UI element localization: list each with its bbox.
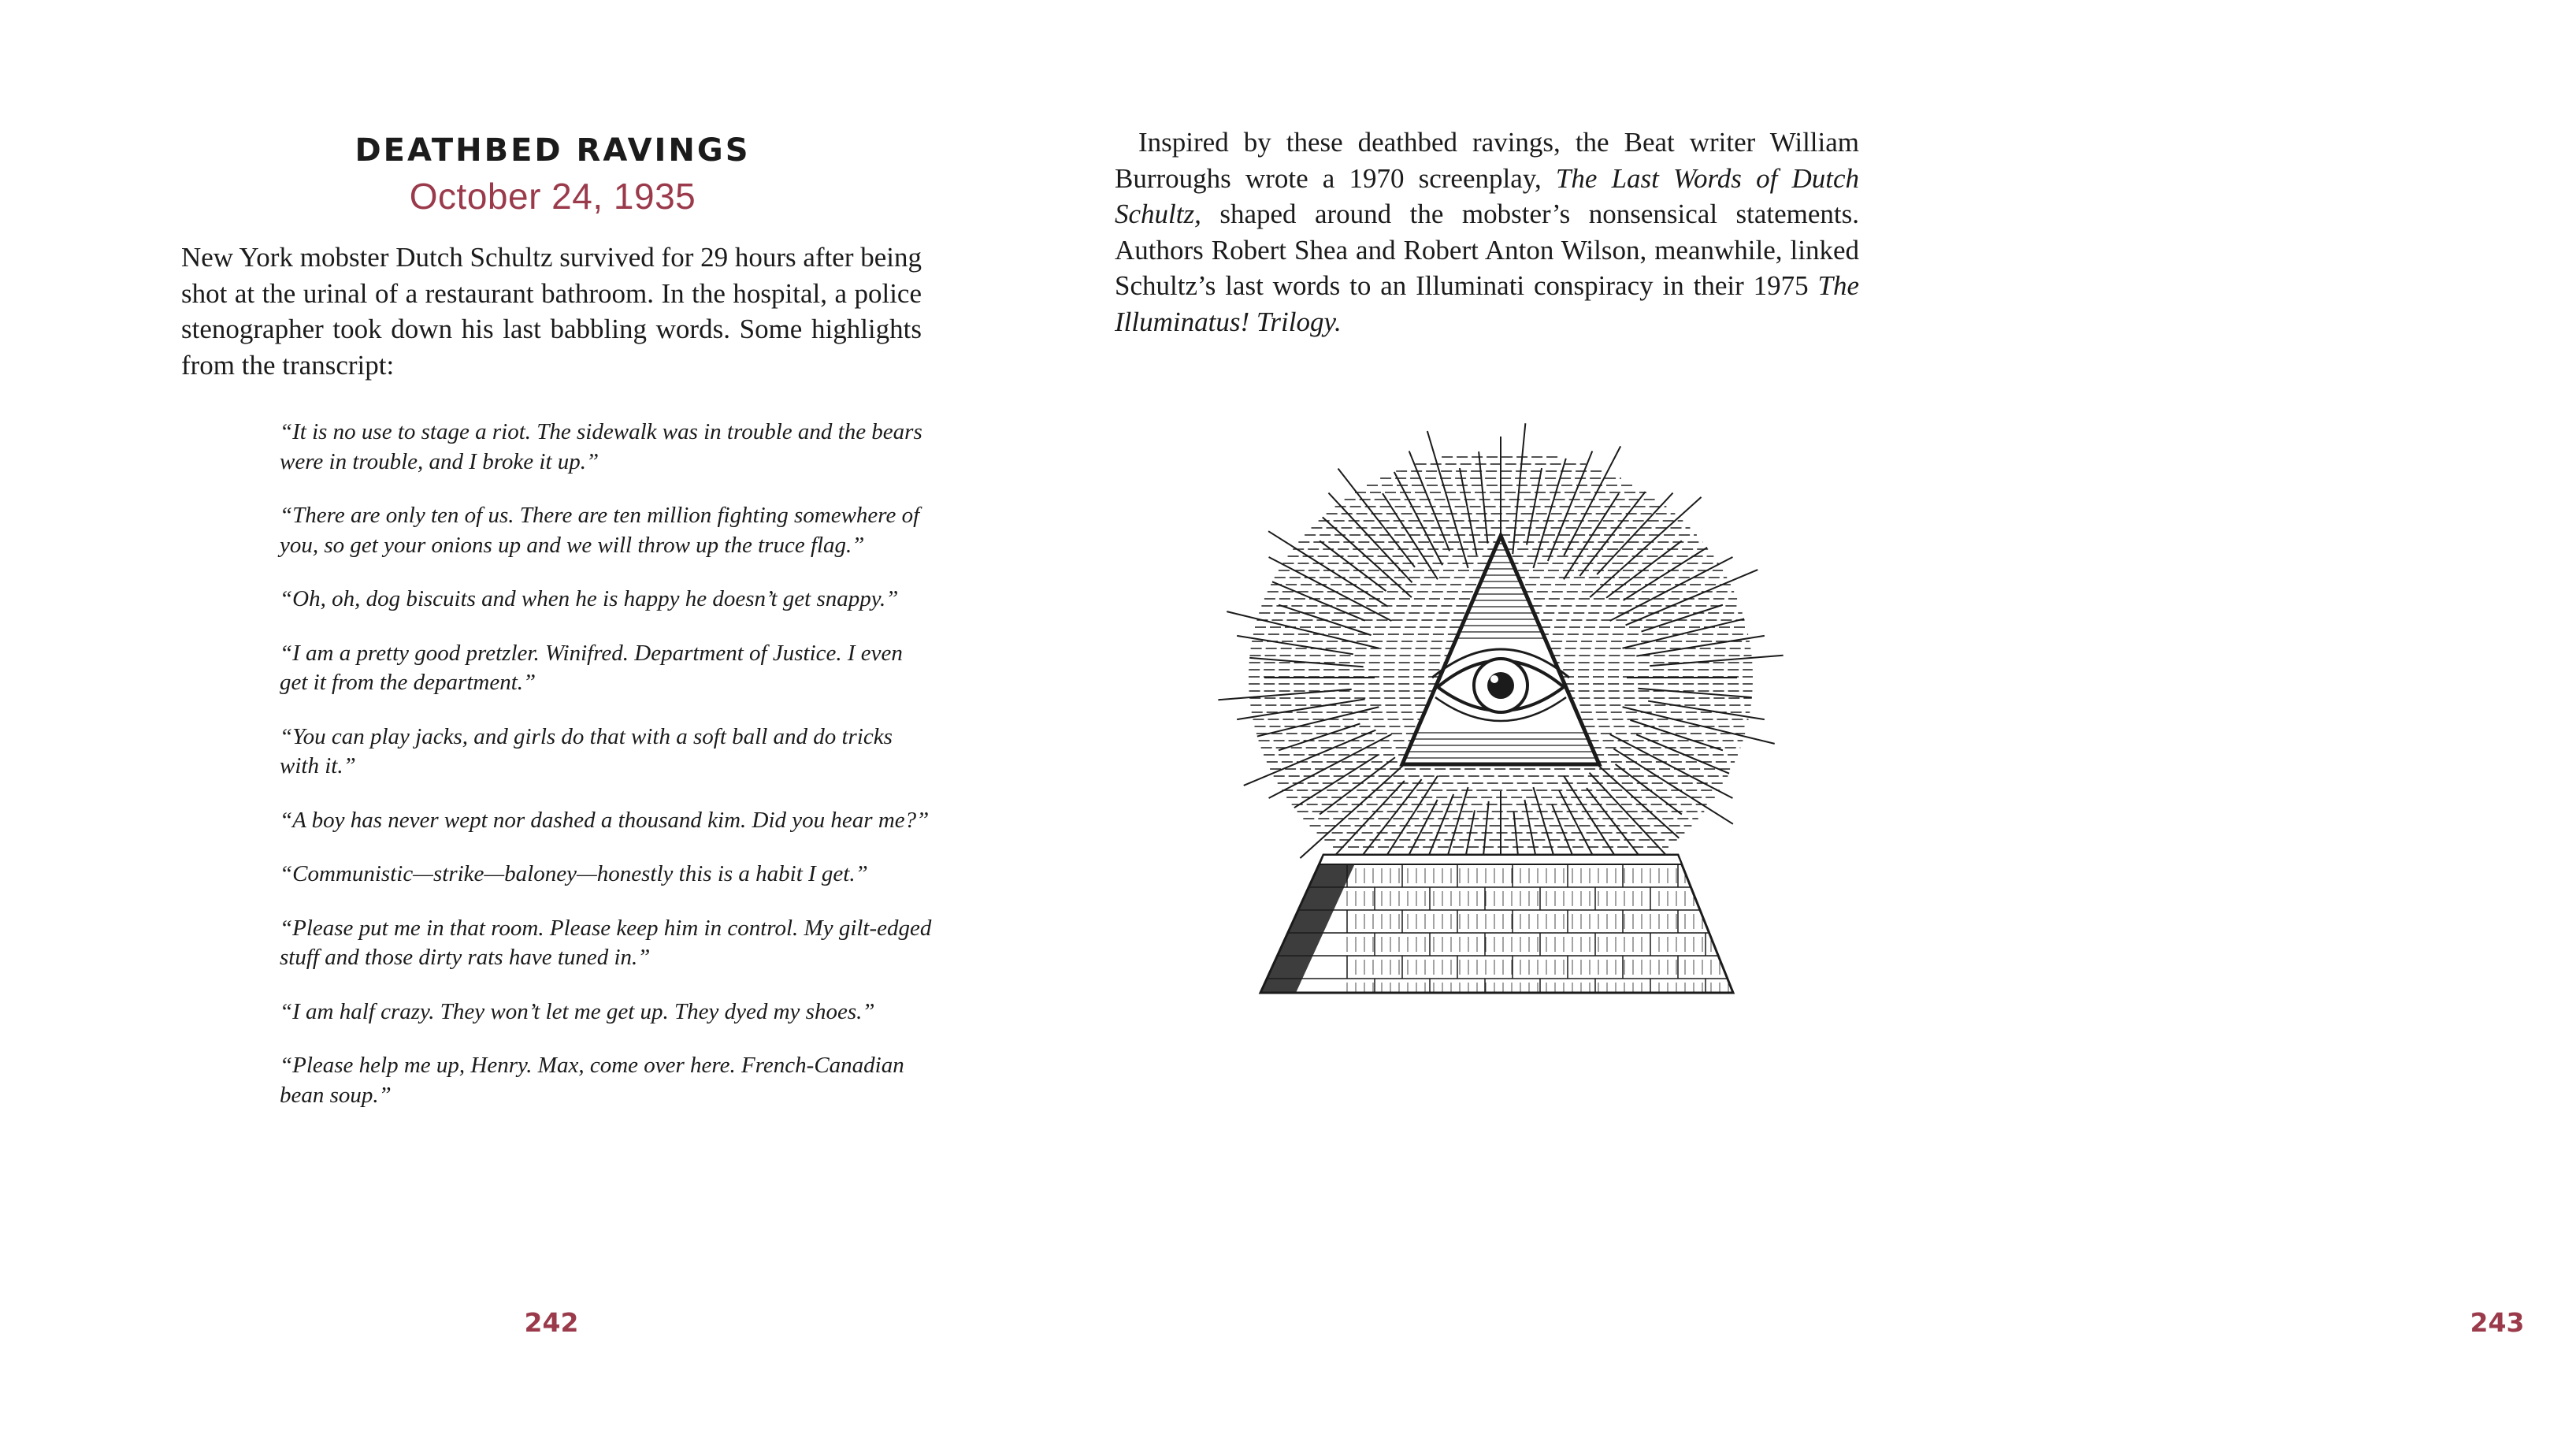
chapter-title: DEATHBED RAVINGS xyxy=(354,132,751,169)
right-body-text-2: shaped around the mobster’s nonsensical statements. Authors Robert Shea and Robert Anton Wilson, meanwhile, linked Schultz’s last words to an Illuminati conspiracy in their 1975 xyxy=(1115,199,1859,301)
intro-paragraph: New York mobster Dutch Schultz survived for 29 hours after being shot at the urinal of a restaurant bathroom. In the hospital, a police stenographer took down his last babbling words. Some highlights from the transcript: xyxy=(181,242,922,381)
page-number-left: 242 xyxy=(524,1307,579,1338)
page-number-right: 243 xyxy=(2470,1307,2525,1338)
quote-item: “I am a pretty good pretzler. Winifred. Department of Justice. I even get it from the department.” xyxy=(280,640,903,695)
quote-item: “It is no use to stage a riot. The sidewalk was in trouble and the bears were in trouble, and I broke it up.” xyxy=(280,419,922,474)
quote-item: “There are only ten of us. There are ten million fighting somewhere of you, so get your onions up and we will throw up the truce flag.” xyxy=(280,503,920,558)
right-body-text-1: Inspired by these deathbed ravings, the Beat writer William Burroughs wrote a 1970 screenplay, xyxy=(1115,127,1859,194)
quote-item: “A boy has never wept nor dashed a thousand kim. Did you hear me?” xyxy=(280,807,930,833)
left-page xyxy=(0,0,1008,1434)
quote-item: “Oh, oh, dog biscuits and when he is happy he doesn’t get snappy.” xyxy=(280,586,899,611)
quote-item: “You can play jacks, and girls do that with a soft ball and do tricks with it.” xyxy=(280,723,893,778)
chapter-date: October 24, 1935 xyxy=(409,176,696,217)
book-title: The Illuminatus! Trilogy. xyxy=(1115,270,1859,337)
quote-item: “Communistic—strike—baloney—honestly this is a habit I get.” xyxy=(280,861,868,886)
pyramid-base xyxy=(1229,855,1772,1001)
eye-of-providence-pyramid-icon xyxy=(1229,441,1772,993)
quote-item: “Please help me up, Henry. Max, come over here. French-Canadian bean soup.” xyxy=(280,1053,904,1108)
screenplay-title: The Last Words of Dutch Schultz, xyxy=(1115,162,1859,229)
right-body-paragraph xyxy=(1115,124,1859,340)
quote-list xyxy=(280,418,934,1135)
quote-item: “I am half crazy. They won’t let me get up. They dyed my shoes.” xyxy=(280,998,875,1024)
quote-item: “Please put me in that room. Please keep him in control. My gilt-edged stuff and those dirty rats have tuned in.” xyxy=(280,915,932,970)
